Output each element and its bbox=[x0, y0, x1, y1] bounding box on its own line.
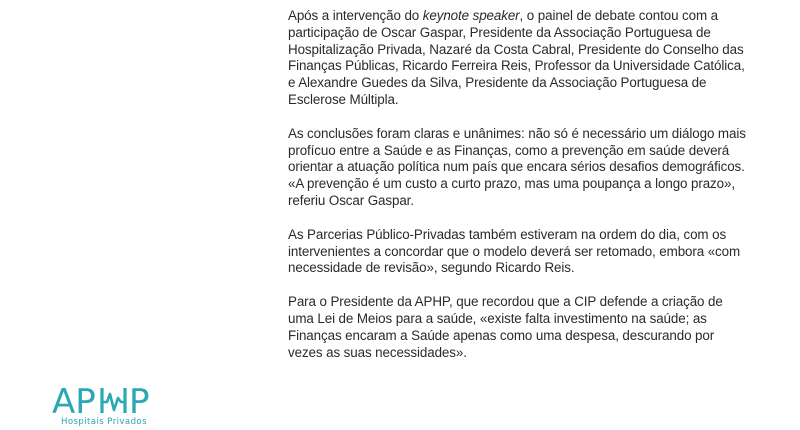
logo-subtitle: Hospitais Privados bbox=[61, 417, 147, 427]
logo-heartbeat-icon bbox=[102, 394, 125, 410]
paragraph-aphp-president: Para o Presidente da APHP, que recordou que a CIP defende a criação de uma Lei de Meios para a saúde, «existe falta investimento na saúde; as Finanças encaram a Saúde apenas como uma despesa, descurando por vezes as suas necessidades». bbox=[288, 294, 723, 360]
aphp-logo bbox=[52, 380, 162, 430]
logo-letters-left: AP bbox=[52, 382, 96, 420]
keynote-speaker-emphasis: keynote speaker bbox=[422, 8, 520, 23]
aphp-logo-mark bbox=[52, 380, 162, 420]
paragraph-panel-intro: Após a intervenção do bbox=[288, 8, 423, 23]
paragraph-conclusions: As conclusões foram claras e unânimes: não só é necessário um diálogo mais profícuo entre a Saúde e as Finanças, como a prevenção em saúde deverá orientar a atuação política num país que encara sérios desafios demográficos. «A prevenção é um custo a curto prazo, mas uma poupança a longo prazo», referiu Oscar Gaspar. bbox=[288, 125, 746, 208]
paragraph-panel-rest: , o painel de debate contou com a participação de Oscar Gaspar, Presidente da Associação Portuguesa de Hospitalização Privada, Nazaré da Costa Cabral, Presidente do Conselho das Finanças Públicas, Ricardo Ferreira Reis, Professor da Universidade Católica, e Alexandre Guedes da Silva, Presidente da Associação Portuguesa de Esclerose Múltipla. bbox=[288, 8, 745, 107]
paragraph-ppp: As Parcerias Público-Privadas também estiveram na ordem do dia, com os intervenientes a concordar que o modelo deverá ser retomado, embora «com necessidade de revisão», segundo Ricardo Reis. bbox=[288, 226, 741, 276]
paragraph-panel bbox=[288, 8, 750, 109]
logo-letter-right: P bbox=[129, 382, 150, 420]
article-body bbox=[288, 8, 750, 378]
